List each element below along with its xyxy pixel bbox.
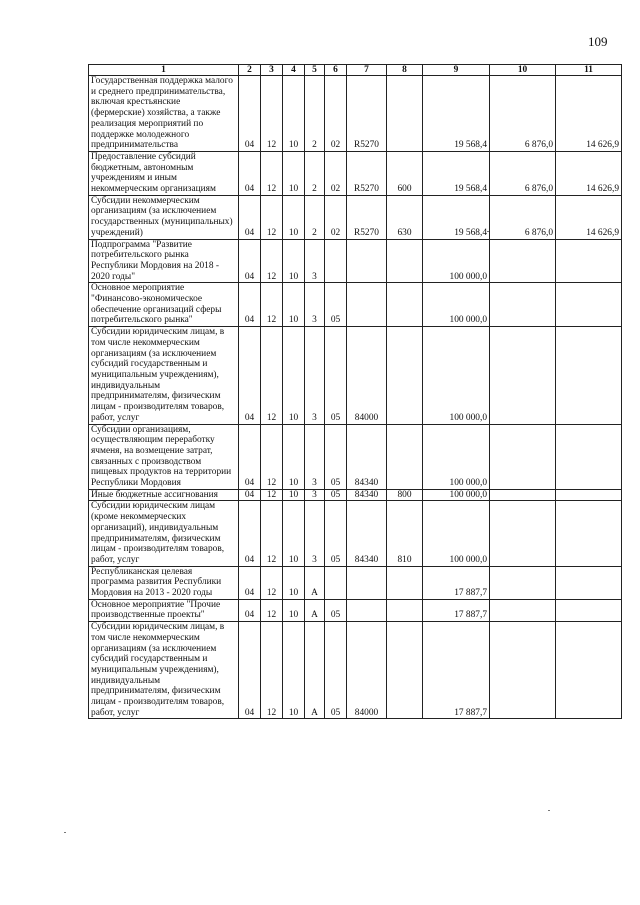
- row-cell-c4: 10: [283, 239, 305, 283]
- row-cell-c8: [387, 424, 423, 489]
- row-cell-c7: 84000: [347, 622, 387, 719]
- row-cell-c5: 3: [305, 489, 325, 501]
- row-cell-c2: 04: [239, 239, 261, 283]
- row-cell-c6: 02: [325, 151, 347, 195]
- row-cell-c10: 6 876,0: [490, 195, 556, 239]
- row-cell-c9: 17 887,7: [423, 566, 490, 599]
- row-cell-c7: R5270: [347, 76, 387, 152]
- row-cell-c2: 04: [239, 195, 261, 239]
- row-cell-c8: 800: [387, 489, 423, 501]
- row-cell-c9: 19 568,4: [423, 195, 490, 239]
- column-header: 5: [305, 65, 325, 76]
- row-cell-c11: [556, 566, 622, 599]
- table-row: [89, 424, 622, 489]
- row-cell-c10: [490, 283, 556, 327]
- row-cell-c11: [556, 424, 622, 489]
- column-header: 10: [490, 65, 556, 76]
- row-cell-c10: [490, 239, 556, 283]
- row-cell-c11: 14 626,9: [556, 151, 622, 195]
- column-header: 7: [347, 65, 387, 76]
- row-cell-c3: 12: [261, 76, 283, 152]
- table-row: [89, 599, 622, 621]
- row-cell-c8: [387, 566, 423, 599]
- row-cell-c6: 02: [325, 195, 347, 239]
- row-cell-c9: 100 000,0: [423, 283, 490, 327]
- header-row: [89, 65, 622, 76]
- table-row: [89, 566, 622, 599]
- row-cell-c8: [387, 76, 423, 152]
- row-cell-c11: 14 626,9: [556, 195, 622, 239]
- row-cell-c7: 84340: [347, 489, 387, 501]
- row-cell-c6: 05: [325, 327, 347, 424]
- row-cell-c5: 3: [305, 283, 325, 327]
- row-cell-c8: [387, 239, 423, 283]
- column-header: 3: [261, 65, 283, 76]
- row-cell-c5: 2: [305, 195, 325, 239]
- row-cell-c8: [387, 599, 423, 621]
- row-cell-c9: 100 000,0: [423, 489, 490, 501]
- row-cell-c4: 10: [283, 566, 305, 599]
- row-cell-c5: 3: [305, 327, 325, 424]
- row-cell-c6: [325, 239, 347, 283]
- row-cell-c5: 2: [305, 76, 325, 152]
- row-cell-c3: 12: [261, 599, 283, 621]
- row-name-cell: Субсидии юридическим лицам, в том числе некоммерческим организациям (за исключением субсидий государственным и муниципальным учреждениям), индивидуальным предпринимателям, физическим лицам - производителям товаров, работ, услуг: [89, 622, 239, 719]
- row-cell-c7: 84000: [347, 327, 387, 424]
- row-cell-c5: А: [305, 599, 325, 621]
- row-cell-c7: [347, 599, 387, 621]
- row-cell-c3: 12: [261, 239, 283, 283]
- row-cell-c3: 12: [261, 566, 283, 599]
- row-cell-c10: 6 876,0: [490, 76, 556, 152]
- row-cell-c2: 04: [239, 566, 261, 599]
- row-name-cell: Субсидии юридическим лицам, в том числе некоммерческим организациям (за исключением субсидий государственным и муниципальным учреждениям), индивидуальным предпринимателям, физическим лицам - производителям товаров, работ, услуг: [89, 327, 239, 424]
- row-cell-c5: 3: [305, 424, 325, 489]
- row-cell-c10: [490, 489, 556, 501]
- table-row: [89, 622, 622, 719]
- row-cell-c2: 04: [239, 151, 261, 195]
- scan-speck: [64, 832, 66, 833]
- column-header: 6: [325, 65, 347, 76]
- column-header: 1: [89, 65, 239, 76]
- row-name-cell: Государственная поддержка малого и среднего предпринимательства, включая крестьянские (фермерские) хозяйства, а также реализация мероприятий по поддержке молодежного предпринимательства: [89, 76, 239, 152]
- row-name-cell: Основное мероприятие "Прочие производственные проекты": [89, 599, 239, 621]
- row-cell-c3: 12: [261, 622, 283, 719]
- row-cell-c11: [556, 283, 622, 327]
- row-cell-c8: [387, 622, 423, 719]
- row-cell-c11: [556, 239, 622, 283]
- row-cell-c11: [556, 622, 622, 719]
- column-header: 11: [556, 65, 622, 76]
- row-cell-c9: 100 000,0: [423, 239, 490, 283]
- row-cell-c11: [556, 327, 622, 424]
- row-cell-c6: 05: [325, 599, 347, 621]
- scan-speck: [487, 231, 489, 232]
- table-row: [89, 327, 622, 424]
- row-cell-c2: 04: [239, 283, 261, 327]
- row-cell-c10: [490, 501, 556, 566]
- row-cell-c2: 04: [239, 424, 261, 489]
- page-number: 109: [588, 34, 608, 49]
- row-cell-c3: 12: [261, 489, 283, 501]
- row-cell-c11: [556, 599, 622, 621]
- row-cell-c9: 17 887,7: [423, 622, 490, 719]
- row-cell-c4: 10: [283, 424, 305, 489]
- table-row: [89, 283, 622, 327]
- row-cell-c4: 10: [283, 151, 305, 195]
- row-cell-c6: 05: [325, 622, 347, 719]
- row-cell-c3: 12: [261, 501, 283, 566]
- row-cell-c11: [556, 489, 622, 501]
- row-cell-c10: [490, 327, 556, 424]
- row-cell-c7: [347, 283, 387, 327]
- row-cell-c9: 100 000,0: [423, 424, 490, 489]
- table-row: [89, 501, 622, 566]
- row-cell-c2: 04: [239, 599, 261, 621]
- row-cell-c6: 05: [325, 489, 347, 501]
- row-cell-c6: 05: [325, 424, 347, 489]
- row-cell-c10: [490, 566, 556, 599]
- column-header: 2: [239, 65, 261, 76]
- row-cell-c2: 04: [239, 501, 261, 566]
- column-header: 4: [283, 65, 305, 76]
- row-name-cell: Подпрограмма "Развитие потребительского рынка Республики Мордовия на 2018 - 2020 годы": [89, 239, 239, 283]
- row-cell-c5: 3: [305, 501, 325, 566]
- row-name-cell: Субсидии организациям, осуществляющим переработку ячменя, на возмещение затрат, связанных с производством пищевых продуктов на территории Республики Мордовия: [89, 424, 239, 489]
- row-cell-c10: [490, 424, 556, 489]
- scan-speck: [548, 810, 550, 811]
- row-cell-c6: [325, 566, 347, 599]
- table-row: [89, 239, 622, 283]
- row-cell-c8: 810: [387, 501, 423, 566]
- row-cell-c4: 10: [283, 283, 305, 327]
- table-row: [89, 76, 622, 152]
- table-row: [89, 151, 622, 195]
- row-cell-c9: 19 568,4: [423, 76, 490, 152]
- row-cell-c4: 10: [283, 501, 305, 566]
- row-name-cell: Предоставление субсидий бюджетным, автономным учреждениям и иным некоммерческим организациям: [89, 151, 239, 195]
- row-cell-c4: 10: [283, 622, 305, 719]
- row-cell-c6: 02: [325, 76, 347, 152]
- row-cell-c3: 12: [261, 283, 283, 327]
- row-cell-c8: [387, 283, 423, 327]
- table-row: [89, 195, 622, 239]
- row-cell-c3: 12: [261, 151, 283, 195]
- table-row: [89, 489, 622, 501]
- row-cell-c11: [556, 501, 622, 566]
- row-cell-c10: 6 876,0: [490, 151, 556, 195]
- row-cell-c11: 14 626,9: [556, 76, 622, 152]
- row-cell-c6: 05: [325, 283, 347, 327]
- row-cell-c8: 630: [387, 195, 423, 239]
- row-cell-c7: R5270: [347, 151, 387, 195]
- row-cell-c2: 04: [239, 76, 261, 152]
- row-cell-c9: 19 568,4: [423, 151, 490, 195]
- row-name-cell: Субсидии юридическим лицам (кроме некоммерческих организаций), индивидуальным предпринимателям, физическим лицам - производителям товаров, работ, услуг: [89, 501, 239, 566]
- row-name-cell: Основное мероприятие "Финансово-экономическое обеспечение организаций сферы потребительского рынка": [89, 283, 239, 327]
- row-cell-c5: 3: [305, 239, 325, 283]
- row-cell-c4: 10: [283, 195, 305, 239]
- row-cell-c4: 10: [283, 599, 305, 621]
- row-cell-c5: А: [305, 566, 325, 599]
- row-cell-c4: 10: [283, 76, 305, 152]
- budget-table: [88, 64, 622, 719]
- row-cell-c7: [347, 239, 387, 283]
- row-cell-c10: [490, 599, 556, 621]
- row-cell-c7: 84340: [347, 424, 387, 489]
- row-cell-c9: 100 000,0: [423, 501, 490, 566]
- row-cell-c3: 12: [261, 424, 283, 489]
- row-name-cell: Иные бюджетные ассигнования: [89, 489, 239, 501]
- row-cell-c7: R5270: [347, 195, 387, 239]
- column-header: 8: [387, 65, 423, 76]
- row-cell-c8: [387, 327, 423, 424]
- row-cell-c4: 10: [283, 489, 305, 501]
- row-cell-c5: А: [305, 622, 325, 719]
- row-name-cell: Республиканская целевая программа развития Республики Мордовия на 2013 - 2020 годы: [89, 566, 239, 599]
- row-cell-c2: 04: [239, 489, 261, 501]
- row-cell-c9: 17 887,7: [423, 599, 490, 621]
- row-cell-c6: 05: [325, 501, 347, 566]
- row-cell-c3: 12: [261, 195, 283, 239]
- table-body: [89, 76, 622, 719]
- row-cell-c8: 600: [387, 151, 423, 195]
- row-name-cell: Субсидии некоммерческим организациям (за исключением государственных (муниципальных) учреждений): [89, 195, 239, 239]
- row-cell-c7: 84340: [347, 501, 387, 566]
- row-cell-c7: [347, 566, 387, 599]
- row-cell-c4: 10: [283, 327, 305, 424]
- column-header: 9: [423, 65, 490, 76]
- row-cell-c10: [490, 622, 556, 719]
- row-cell-c2: 04: [239, 327, 261, 424]
- row-cell-c9: 100 000,0: [423, 327, 490, 424]
- row-cell-c5: 2: [305, 151, 325, 195]
- row-cell-c3: 12: [261, 327, 283, 424]
- row-cell-c2: 04: [239, 622, 261, 719]
